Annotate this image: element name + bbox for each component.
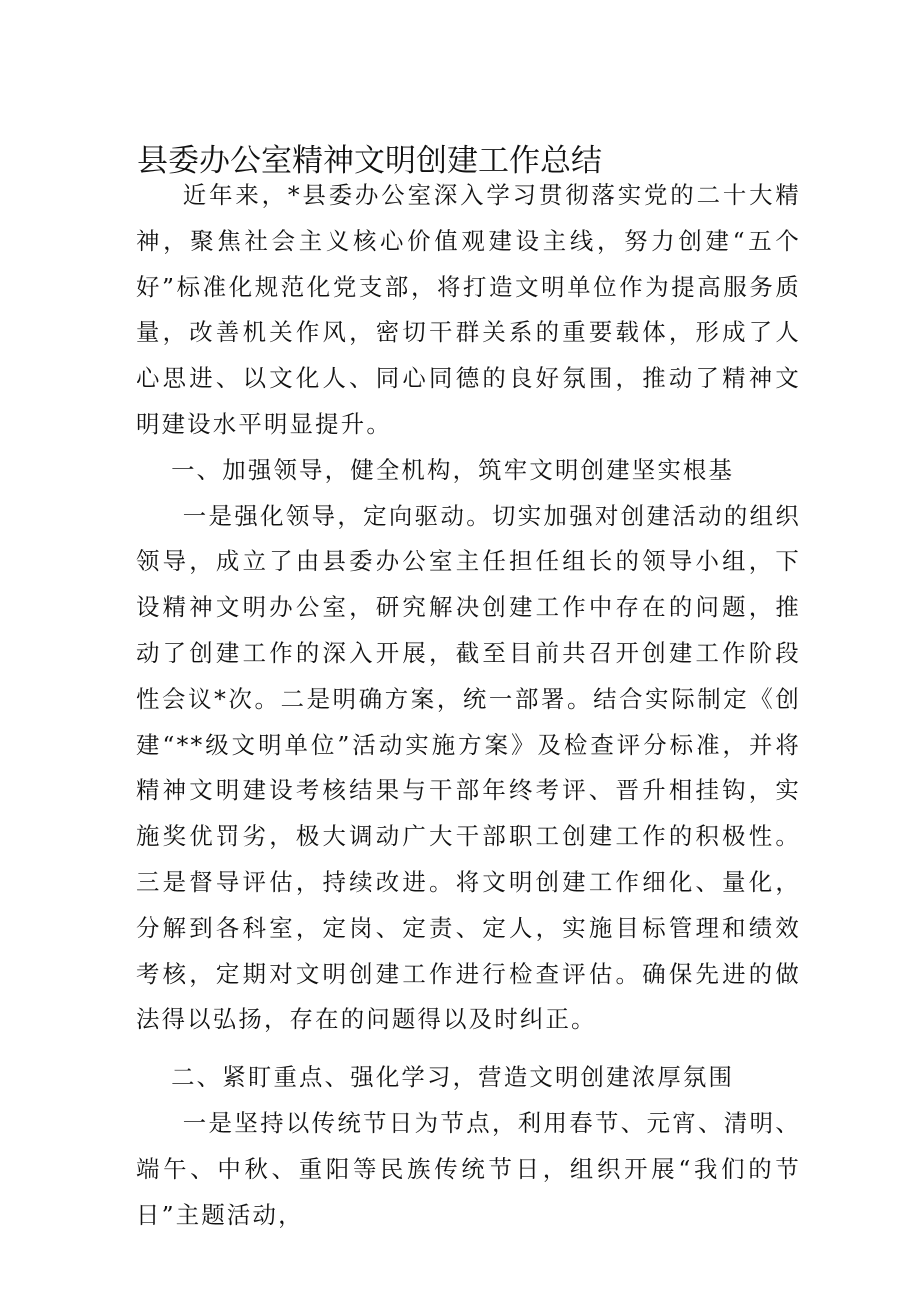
section-1-heading: 一、加强领导，健全机构，筑牢文明创建坚实根基 xyxy=(171,455,735,484)
intro-paragraph: 近年来，*县委办公室深入学习贯彻落实党的二十大精神，聚焦社会主义核心价值观建设主线，努力创建“五个好”标准化规范化党支部，将打造文明单位作为提高服务质量，改善机关作风，密切干群关系的重要载体，形成了人心思进、以文化人、同心同德的良好氛围，推动了精神文明建设水平明显提升。 xyxy=(136,181,801,438)
section-2-heading: 二、紧盯重点、强化学习，营造文明创建浓厚氛围 xyxy=(171,1063,735,1092)
section-1-paragraph: 一是强化领导，定向驱动。切实加强对创建活动的组织领导，成立了由县委办公室主任担任组长的领导小组，下设精神文明办公室，研究解决创建工作中存在的问题，推动了创建工作的深入开展，截至目前共召开创建工作阶段性会议*次。二是明确方案，统一部署。结合实际制定《创建“**级文明单位”活动实施方案》及检查评分标准，并将精神文明建设考核结果与干部年终考评、晋升相挂钩，实施奖优罚劣，极大调动广大干部职工创建工作的积极性。三是督导评估，持续改进。将文明创建工作细化、量化，分解到各科室，定岗、定责、定人，实施目标管理和绩效考核，定期对文明创建工作进行检查评估。确保先进的做法得以弘扬，存在的问题得以及时纠正。 xyxy=(136,501,801,1034)
document-body xyxy=(136,173,801,1238)
document-title: 县委办公室精神文明创建工作总结 xyxy=(137,143,602,179)
section-2-paragraph: 一是坚持以传统节日为节点，利用春节、元宵、清明、端午、中秋、重阳等民族传统节日，组织开展“我们的节日”主题活动， xyxy=(136,1108,801,1229)
